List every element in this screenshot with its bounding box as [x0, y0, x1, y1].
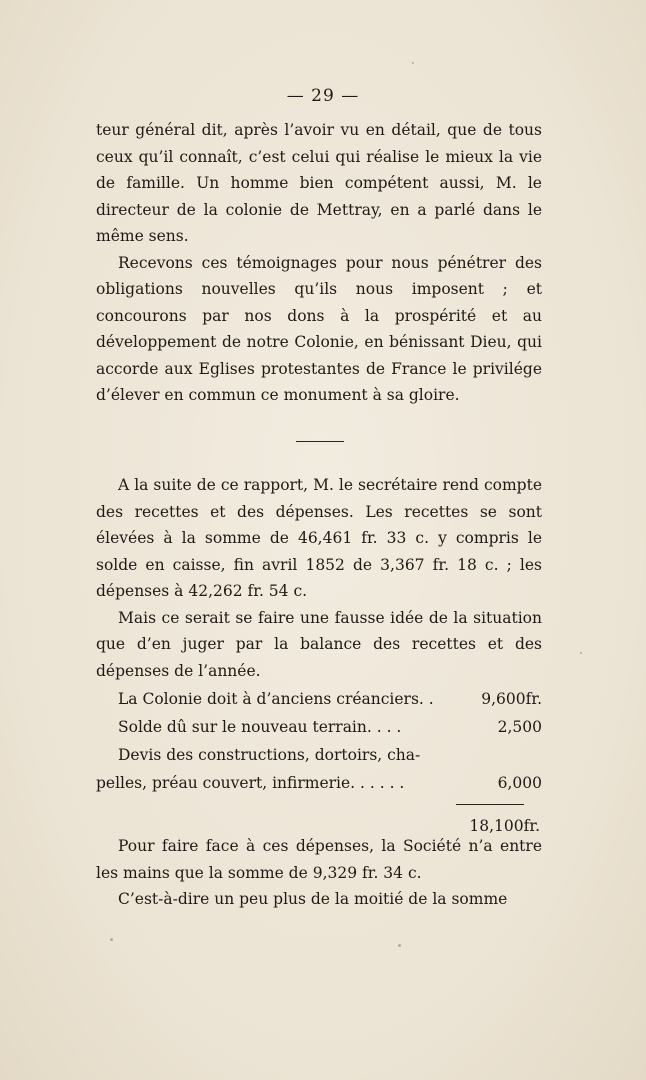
sum-rule: [456, 804, 524, 805]
section-divider: [296, 441, 344, 442]
ledger-amount: 6,000: [497, 774, 542, 792]
expense-ledger: [96, 685, 542, 797]
ledger-amount: 9,600fr.: [481, 690, 542, 708]
ledger-amount: 2,500: [497, 718, 542, 736]
paper-speck: [580, 652, 582, 654]
text-block-top: [96, 117, 542, 409]
paragraph: teur général dit, après l’avoir vu en détail, que de tous ceux qu’il connaît, c’est celui qui réalise le mieux la vie de famille. Un homme bien compétent aussi, M. le directeur de la colonie de Mettray, en a parlé dans le même sens.: [96, 121, 542, 245]
paragraph: C’est-à-dire un peu plus de la moitié de la somme: [118, 890, 508, 908]
ledger-amount: [460, 741, 542, 769]
ledger-row: [96, 685, 542, 713]
ledger-row: [96, 769, 542, 797]
ledger-label: La Colonie doit à d’anciens créanciers. .: [118, 690, 434, 708]
paper-speck: [398, 944, 401, 947]
page-number: — 29 —: [286, 86, 360, 106]
ledger-label: Devis des constructions, dortoirs, cha-: [118, 746, 421, 764]
paper-speck: [110, 938, 113, 941]
paragraph: Recevons ces témoignages pour nous pénétrer des obligations nouvelles qu’ils nous imposent ; et concourons par nos dons à la prospérité et au développement de notre Colonie, en bénissant Dieu, qui accorde aux Eglises protestantes de France le privilége d’élever en commun ce monument à sa gloire.: [96, 253, 542, 404]
ledger-label: Solde dû sur le nouveau terrain. . . .: [118, 718, 402, 736]
paragraph: A la suite de ce rapport, M. le secrétaire rend compte des recettes et des dépenses. Les recettes se sont élevées à la somme de 46,461 fr. 33 c. y compris le solde en caisse, fin avril 1852 de 3,367 fr. 18 c. ; les dépenses à 42,262 fr. 54 c.: [96, 476, 542, 600]
ledger-total: 18,100fr.: [469, 817, 540, 835]
paragraph: Mais ce serait se faire une fausse idée de la situation que d’en juger par la balance des recettes et des dépenses de l’année.: [96, 608, 542, 680]
text-block-middle: [96, 472, 542, 684]
paragraph: Pour faire face à ces dépenses, la Société n’a entre les mains que la somme de 9,329 fr. 34 c.: [96, 837, 542, 882]
text-block-bottom: [96, 833, 542, 913]
paper-speck: [412, 62, 414, 64]
ledger-row: [96, 713, 542, 741]
ledger-row: [96, 741, 542, 769]
ledger-label: pelles, préau couvert, infirmerie. . . . . .: [96, 774, 405, 792]
